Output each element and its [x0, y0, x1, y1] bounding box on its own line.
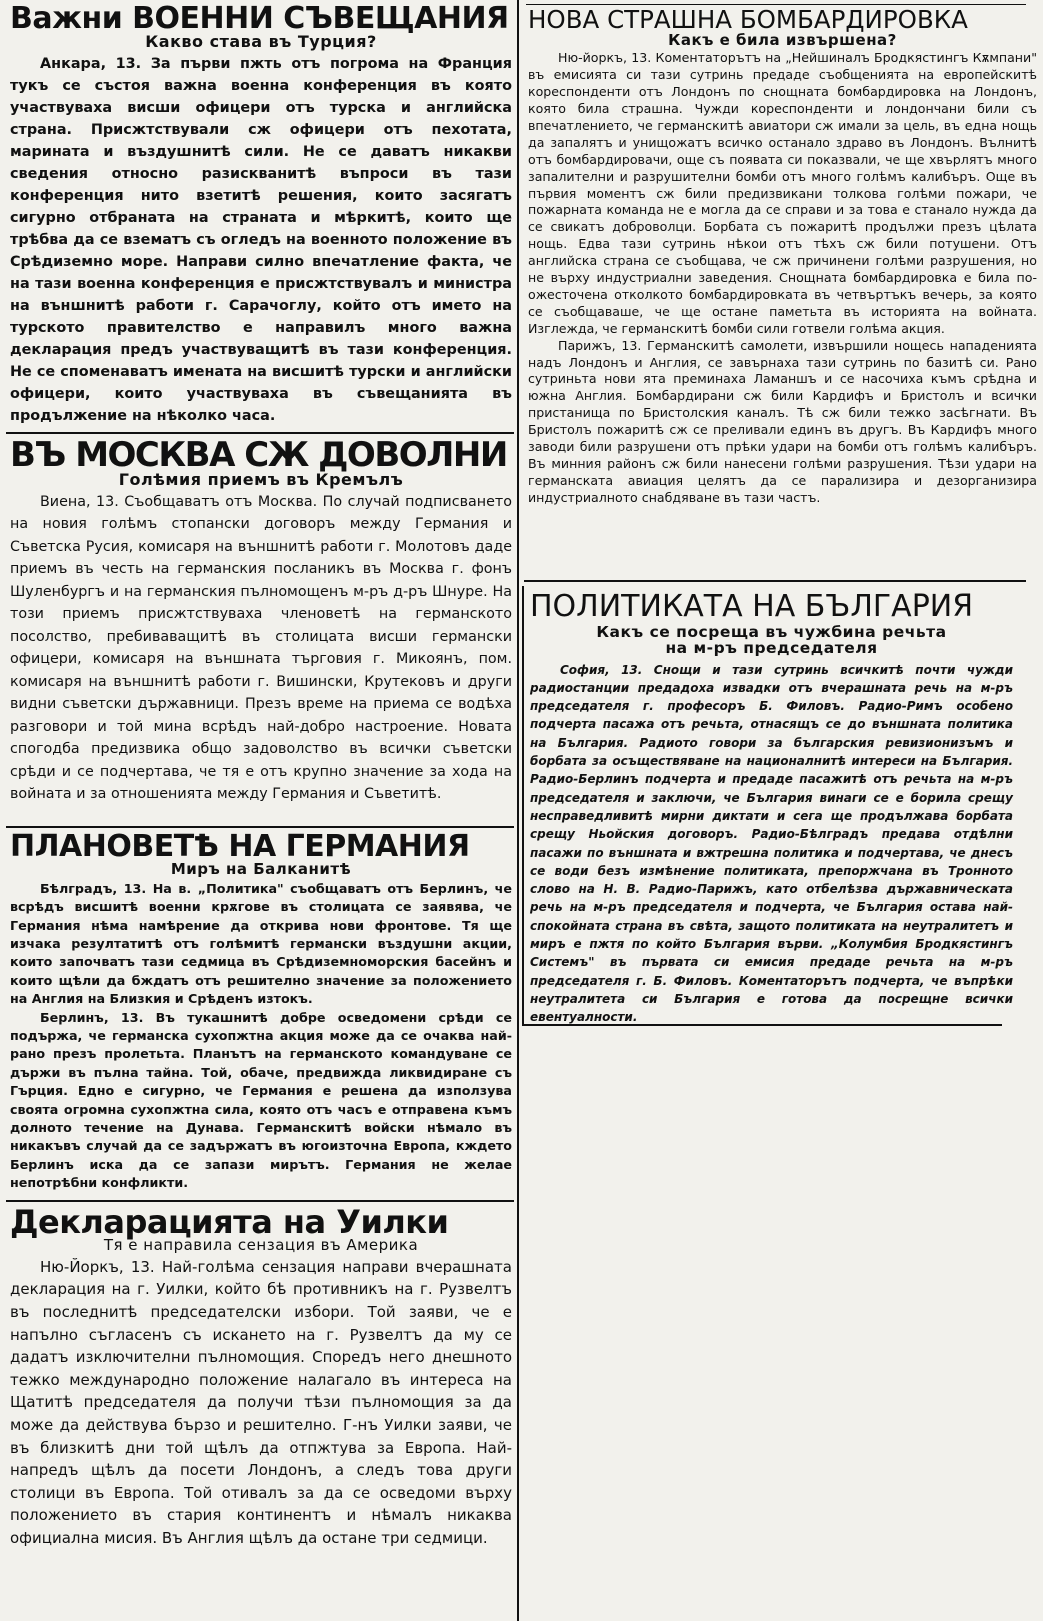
subhead: на м-ръ председателя	[665, 639, 878, 658]
subhead: Какъ е била извършена?	[668, 30, 897, 49]
paragraph: Ню-йоркъ, 13. Коментаторътъ на „Нейшиналъ Бродкястингъ Кѫмпани" въ емисията си тази сутринь предаде съобщенията на европейскитѣ кореспонденти отъ Лондонъ по снощната бомбардировка на Лондонъ, която била страшна. Чужди кореспонденти и лондончани били съ впечатлението, че германскитѣ авиатори сж имали за цель, въ една нощь да запалятъ и унищожатъ всичко останало здраво въ Лондонъ. Вълнитѣ отъ бомбардировачи, още съ появата си показвали, че ще хвърлятъ много запалителни и разрушителни бомби отъ много голѣмъ калибъръ. Още въ първия моментъ сж били предизвикани толкова голѣми пожари, че пожарната команда не е могла да се справи и за това е станало нужда да се свикатъ доброволци. Борбата съ пожаритѣ продължи презъ цѣлата нощь. Едва тази сутринь нѣкои отъ тѣхъ сж били потушени. Отъ английска страна се съобщава, че сж причинени голѣми разрушения, но не върху индустриални заведения. Снощната бомбардировка е била по-ожесточена отколкото бомбардировката въ четвъртъкъ вечерь, за която се съобщаваше, че ще остане паметьта въ историята на войната. Изглежда, че германскитѣ бомби сили готвели голѣма акция.	[528, 50, 1037, 336]
article-willkie	[0, 1204, 518, 1621]
article-bombardment	[522, 0, 1043, 578]
article-body: Ню-Йоркъ, 13. Най-голѣма сензация направи вчерашната декларация на г. Уилки, който бѣ противникъ на г. Рузвелтъ въ последнитѣ председателски избори. Той заяви, че е напълно съгласенъ съ искането на г. Рузвелтъ да му се дадатъ изключителни пълномощия. Споредъ него днешното тежко международно положение налагало въ интереса на Щатитѣ председателя да получи тѣзи пълномощия за да може да действува бързо и решително. Г-нъ Уилки заяви, че въ близкитѣ дни той щѣлъ да отпжтува за Европа. Най-напредъ щѣлъ да посети Лондонъ, а следъ това други столици въ Европа. Той отивалъ за да се осведоми върху положението въ стария континентъ и нѣмалъ никаква официална мисия. Въ Англия щѣлъ да остане три седмици.	[10, 1257, 512, 1547]
paragraph: Парижъ, 13. Германскитѣ самолети, извършили нощесь нападенията надъ Лондонъ и Англия, се завърнаха тази сутринь по базитѣ си. Рано сутриньта нови ята преминаха Ламаншъ и се насочиха къмъ срѣдна и южна Англия. Бомбардирани сж били Кардифъ и Бристолъ и всички пристанища по Бристолския каналъ. Тѣ сж били тежко засѣгнати. Въ Бристолъ пожаритѣ сж се преливали единъ въ другъ. Въ Кардифъ много заводи били разрушени отъ прѣки удари на бомби отъ голѣмъ калибъръ. Въ минния районъ сж били нанесени голѣми разрушения. Тѣзи удари на германската авиация целятъ да се парализира и дезорганизира индустриалното снабдяване въ тази частъ.	[528, 337, 1037, 505]
divider	[524, 580, 1026, 582]
article-body	[528, 50, 1037, 506]
headline: ВЪ МОСКВА СЖ ДОВОЛНИ	[10, 436, 507, 475]
right-column	[522, 0, 1043, 1621]
subhead: Какво става въ Турция?	[145, 32, 377, 51]
article-germany-plans	[0, 830, 518, 1200]
subhead: Миръ на Балканитѣ	[170, 860, 352, 878]
article-body: Виена, 13. Съобщаватъ отъ Москва. По случай подписването на новия голѣмъ стопански договоръ между Германия и Съветска Русия, комисаря на външнитѣ работи г. Молотовъ даде приемъ въ честь на германския посланикъ въ Москва г. фонъ Шуленбургъ и на германския пълномощенъ м-ръ д-ръ Шнуре. На този приемъ присжтствуваха членоветѣ на германското посолство, пребиваващитѣ въ столицата висши германски офицери, комисаря на външната търговия г. Микоянъ, пом. комисаря на външнитѣ работи г. Вишински, Крутековъ и други видни съветски държавници. Презъ време на приема се водѣха разговори и той мина всрѣдъ най-добро настроение. Новата спогодба предизвика общо задоволство въ всички съветски срѣди и се подчертава, че тя е отъ крупно значение за хода на войната и за отношенията между Германия и Съветитѣ.	[10, 493, 512, 803]
headline: Важни ВОЕННИ СЪВЕЩАНИЯ	[10, 1, 509, 36]
article-moscow	[0, 436, 518, 826]
column-separator	[517, 0, 519, 1621]
subhead: Какъ се посреща въ чужбина речьта	[596, 623, 947, 641]
article-body: Анкара, 13. За първи пжть отъ погрома на Франция тукъ се състоя важна военна конференция въ която участвуваха висши офицери отъ турска и английска страна. Присжтствували сж офицери отъ пехотата, марината и въздушнитѣ сили. Не се даватъ никакви сведения относно разискванитѣ въпроси въ тази конференция нито взетитѣ решения, които засягатъ сигурно отбраната на страната и мѣркитѣ, които ще трѣбва да се взематъ съ огледъ на военното положение въ Срѣдиземно море. Направи силно впечатление факта, че на тази военна конференция е присжтствувалъ и министра на външнитѣ работи г. Сарачоглу, който отъ името на турското правителство е направилъ много важна декларация предъ участвуващитѣ въ тази конференция. Не се споменаватъ имената на висшитѣ турски и английски офицери, които участвуваха въ съвещанията въ продължение на нѣколко часа.	[10, 55, 512, 424]
divider	[6, 432, 514, 434]
article-body	[10, 880, 512, 1193]
article-bulgaria-policy	[522, 590, 1043, 1030]
subhead: Голѣмия приемъ въ Кремълъ	[118, 470, 404, 489]
headline: ПЛАНОВЕТѢ НА ГЕРМАНИЯ	[10, 830, 470, 864]
divider	[6, 826, 514, 828]
paragraph: Берлинъ, 13. Въ тукашнитѣ добре осведомени срѣди се подържа, че германска сухопжтна акция може да се очаква най-рано презъ пролетьта. Планътъ на германското командуване се държи въ пълна тайна. Той, обаче, предвижда ликвидиране съ Гърция. Едно е сигурно, че Германия е решена да използува своята огромна сухопжтна сила, която отъ часъ е отправена къмъ долното течение на Дунава. Германскитѣ войски нѣмало въ никакъвъ случай да се задържатъ въ югоизточна Европа, кждето Берлинъ иска да се запази мирътъ. Германия не желае непотрѣбни конфликти.	[10, 1009, 512, 1191]
divider	[6, 1200, 514, 1202]
divider	[526, 4, 1026, 5]
headline: Декларацията на Уилки	[10, 1204, 449, 1241]
divider	[522, 1024, 1002, 1026]
left-column	[0, 0, 518, 1621]
divider	[522, 586, 524, 1026]
article-military-meetings	[0, 0, 518, 430]
article-body: София, 13. Снощи и тази сутринь всичкитѣ почти чужди радиостанции предадоха извадки отъ вчерашната речь на м-ръ председателя г. професоръ Б. Филовъ. Радио-Римъ особено подчерта пасажа отъ речьта, отнасящъ се до външната политика на България. Радиото говори за българския ревизионизъмъ и борбата за осъществяване на националнитѣ интереси на България. Радио-Берлинъ подчерта и предаде пасажитѣ отъ речьта на м-ръ председателя и заключи, че България винаги се е борила срещу несправедливитѣ мирни диктати и сега ще продължава борбата срещу Ньойския договоръ. Радио-Бѣлградъ предава отдѣлни пасажи по външната и вжтрешна политика и подчертава, че днесъ се води безъ измѣнение политиката, препоржчана въ Тронното слово на Н. В. Радио-Парижъ, като отбелѣзва държавническата речь на м-ръ председателя и подчерта, че България остава най-спокойната страна въ свѣта, защото политиката на неутралитетъ и миръ е пжтя по който България върви. „Колумбия Бродкястингъ Системъ" въ първата си емисия предаде речьта на м-ръ председателя г. Б. Филовъ. Коментаторътъ подчерта, че въпрѣки неутралитета си България е готова да посрещне всички евентуалности.	[530, 662, 1013, 1025]
headline: ПОЛИТИКАТА НА БЪЛГАРИЯ	[530, 590, 974, 624]
headline: НОВА СТРАШНА БОМБАРДИРОВКА	[528, 5, 968, 34]
paragraph: Бѣлградъ, 13. На в. „Политика" съобщаватъ отъ Берлинъ, че всрѣдъ висшитѣ военни крѫгове въ столицата се заявява, че Германия нѣма намѣрение да открива нови фронтове. Тя ще изчака резултатитѣ отъ голѣмитѣ германски въздушни акции, които започватъ тази седмица въ Срѣдиземноморския басейнъ и които щѣли да бждатъ отъ решително значение за положението на Англия на Близкия и Срѣденъ изтокъ.	[10, 880, 512, 1007]
subhead: Тя е направила сензация въ Америка	[103, 1236, 419, 1254]
